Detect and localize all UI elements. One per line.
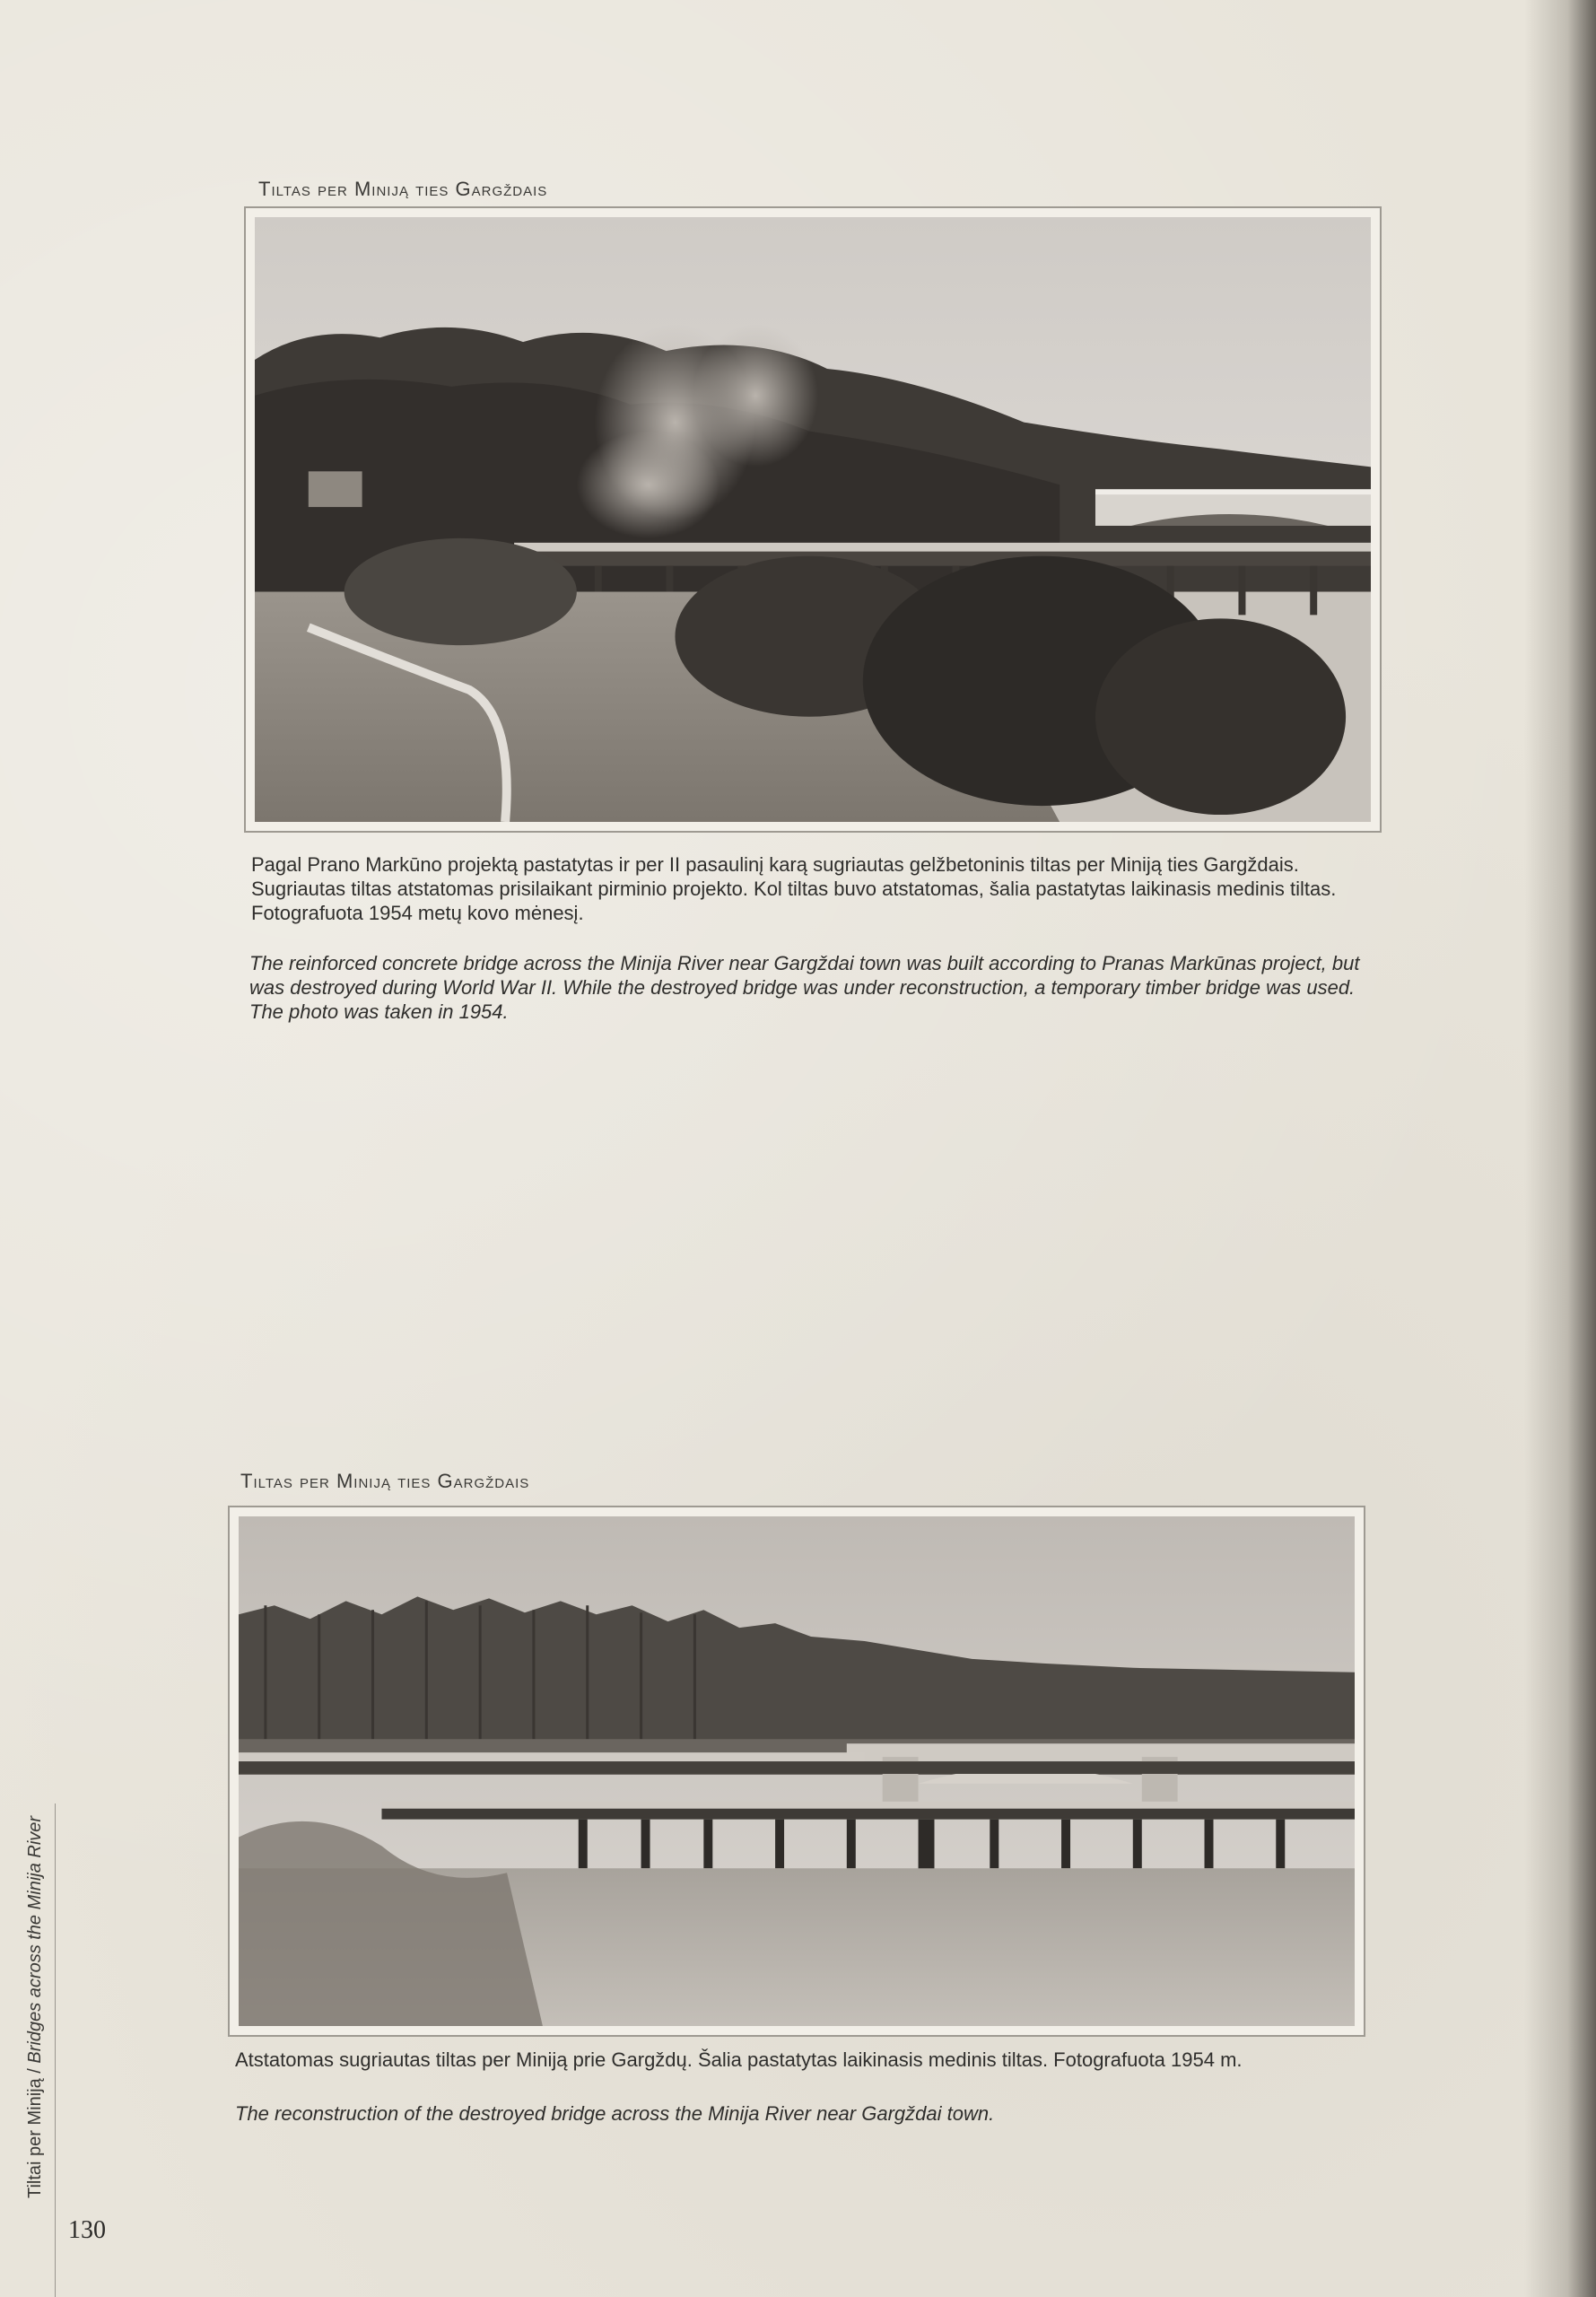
figure1-caption-lt: Pagal Prano Markūno projektą pastatytas ir per II pasaulinį karą sugriautas gelžbetoninis tiltas per Miniją ties Gargždais. Sugriautas tiltas atstatomas prisilaikant pirminio projekto. Kol tiltas buvo atstatomas, šalia pastatytas laikinasis medinis tiltas. Fotografuota 1954 metų kovo mėnesį. [251,853,1337,924]
sidebar-title-en: Bridges across the Minija River [25,1815,45,2064]
sidebar-running-title [25,1816,46,2198]
figure1-caption-en: The reinforced concrete bridge across the Minija River near Gargždai town was built according to Pranas Markūnas project, but was destroyed during World War II. While the destroyed bridge was under reconstruction, a temporary timber bridge was used. The photo was taken in 1954. [249,952,1360,1023]
figure1-heading: Tiltas per Miniją ties Gargždais [258,178,548,200]
book-spine-shadow [1524,0,1596,2297]
page-number: 130 [68,2216,106,2244]
figure1-photo [244,206,1382,833]
figure2-caption-en: The reconstruction of the destroyed bridge across the Minija River near Gargždai town. [235,2102,995,2125]
figure2-caption-lt: Atstatomas sugriautas tiltas per Miniją prie Gargždų. Šalia pastatytas laikinasis medinis tiltas. Fotografuota 1954 m. [235,2048,1243,2071]
sidebar-title-separator: / [25,2063,45,2079]
sidebar-title-lt: Tiltai per Miniją [25,2078,45,2198]
figure2-photo-image [239,1516,1355,2026]
figure2-photo [228,1506,1365,2037]
figure2-heading: Tiltas per Miniją ties Gargždais [240,1470,530,1492]
sidebar-rule [55,1804,56,2297]
figure1-photo-image [255,217,1371,822]
